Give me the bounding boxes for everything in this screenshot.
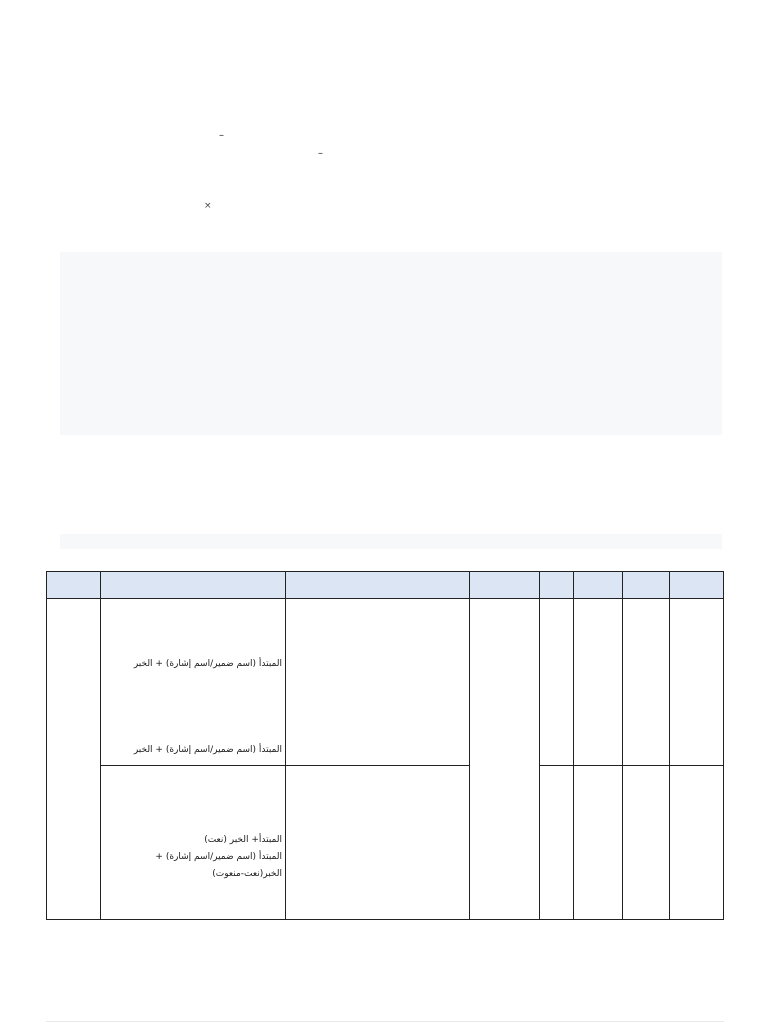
table-row <box>47 766 724 920</box>
structures-cell <box>101 766 286 920</box>
table-row <box>47 599 724 766</box>
table-header-row <box>47 572 724 599</box>
structure-text: الخبر(نعت-منعوت) <box>212 869 282 879</box>
header-cell <box>540 572 574 599</box>
table-cell <box>623 599 670 766</box>
structure-text: المبتدأ (اسم ضمير/اسم إشارة) + الخبر <box>133 659 282 669</box>
table-cell <box>670 599 724 766</box>
structures-cell <box>101 599 286 766</box>
table-cell <box>286 599 470 766</box>
shaded-strip <box>60 534 722 549</box>
table-cell <box>623 766 670 920</box>
header-cell <box>623 572 670 599</box>
table-cell <box>574 766 623 920</box>
structure-text: المبتدأ+ الخبر (نعت) <box>204 835 282 845</box>
dash-mark: – <box>318 148 323 159</box>
header-cell <box>574 572 623 599</box>
table-cell <box>286 766 470 920</box>
table-cell <box>47 599 101 920</box>
header-cell <box>101 572 286 599</box>
dash-mark: – <box>219 130 224 141</box>
table-cell <box>540 599 574 766</box>
shaded-block <box>60 252 722 435</box>
page-divider <box>46 1021 724 1022</box>
table-cell <box>670 766 724 920</box>
lesson-plan-table <box>46 571 724 920</box>
structure-text: المبتدأ (اسم ضمير/اسم إشارة) + <box>155 852 282 862</box>
table-cell <box>540 766 574 920</box>
header-cell <box>286 572 470 599</box>
cross-mark: × <box>204 201 212 211</box>
structure-text: المبتدأ (اسم ضمير/اسم إشارة) + الخبر <box>133 745 282 755</box>
table-cell <box>470 599 540 920</box>
header-cell <box>47 572 101 599</box>
table-cell <box>574 599 623 766</box>
header-cell <box>670 572 724 599</box>
header-cell <box>470 572 540 599</box>
